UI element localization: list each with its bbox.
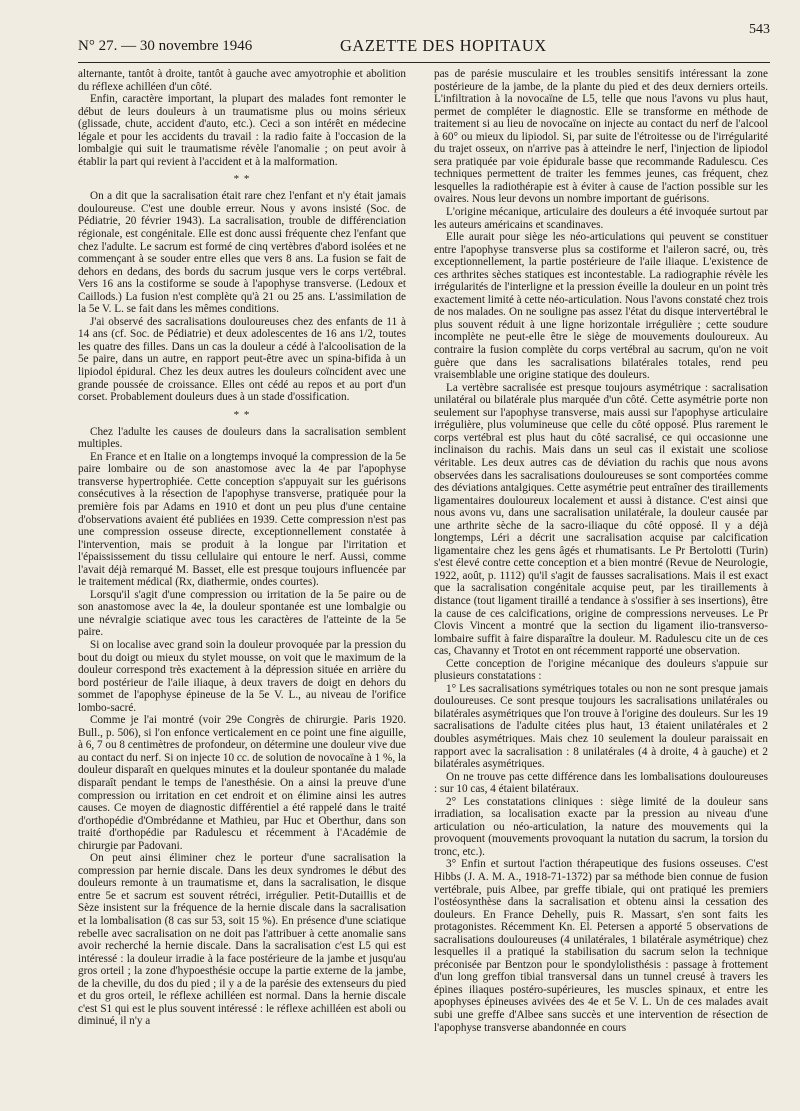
paragraph: L'origine mécanique, articulaire des douleurs a été invoquée surtout par les auteurs américains et scandinaves. <box>434 206 768 231</box>
paragraph: On peut ainsi éliminer chez le porteur d'une sacralisation la compression par hernie discale. Dans les deux syndromes le début des douleurs remonte à un traumatisme et, dans la sacralisation, le disque entre 5e et sacrum est souvent rétréci, irrégulier. Petit-Dutaillis et de Sèze insistent sur la fréquence de la hernie discale dans la sacralisation et la lombalisation (8 cas sur 53, soit 15 %). En présence d'une sciatique rebelle avec sacralisation on ne doit pas l'attribuer à cette anomalie sans avoir recherché la hernie discale. Dans la sacralisation c'est L5 qui est intéressé : la douleur irradie à la face postérieure de la jambe et jusqu'au gros orteil ; la zone d'hypoesthésie occupe la partie externe de la jambe, de la cheville, du dos du pied ; il y a de la parésie des extenseurs du pied et du gros orteil, le réflexe achilléen est normal. Dans la hernie discale c'est S1 qui est le plus souvent intéressé : le réflexe achilléen est aboli ou diminué, il n'y a <box>78 852 406 1028</box>
paragraph: 2° Les constatations cliniques : siège limité de la douleur sans irradiation, sa localisation exacte par la pression au niveau d'une articulation ou néo-articulation, la nature des mouvements qui la provoquent (mouvements provoquant la nutation du sacrum, la torsion du tronc, etc.). <box>434 795 768 858</box>
paragraph: Chez l'adulte les causes de douleurs dans la sacralisation semblent multiples. <box>78 425 406 451</box>
journal-title: GAZETTE DES HOPITAUX <box>340 36 547 55</box>
paragraph: On a dit que la sacralisation était rare chez l'enfant et n'y était jamais douloureuse. C'est une double erreur. Nous y avons insisté (Soc. de Pédiatrie, 20 février 1943). La sacralisation, trouble de différenciation régionale, est congénitale. Elle est donc aussi fréquente chez l'enfant que chez l'adulte. Le sacrum est formé de cinq vertèbres d'abord isolées et ne commençant à se souder entre elles que vers 8 ans. La fusion se fait de dehors en dedans, des bords du sacrum jusque vers le corps vertébral. Vers 16 ans la costiforme se soude à l'apophyse transverse. (Ledoux et Caillods.) La fusion n'est complète qu'à 21 ou 25 ans. L'assimilation de la 5e V. L. se fait dans les mêmes conditions. <box>78 190 406 316</box>
paragraph: Enfin, caractère important, la plupart des malades font remonter le début de leurs douleurs à un traumatisme plus ou moins sérieux (glissade, chute, accident d'auto, etc.). Ceci a son intérêt en médecine légale et pour les accidents du travail : la radio faite à l'occasion de la lombalgie qui suit le traumatisme révèle l'anomalie ; on peut avoir à établir la part qui revient à l'accident et à la malformation. <box>78 93 406 168</box>
paragraph: pas de parésie musculaire et les troubles sensitifs intéressant la zone postérieure de la jambe, de la plante du pied et des deux derniers orteils. L'infiltration à la novocaïne de L5, telle que nous l'avons vu plus haut, permet de compléter le diagnostic. Elle se transforme en méthode de traitement si au lieu de novocaïne on injecte au contact du nerf de l'alcool à 60° ou mieux du lipiodol. Si, par suite de l'étroitesse ou de l'irrégularité du trajet osseux, on n'arrive pas à atteindre le nerf, l'injection de lipiodol sera pratiquée par voie épidurale basse que recommande Radulescu. Ces techniques permettent de traiter les femmes jeunes, cas fréquent, chez lesquelles la radiothérapie est à éviter à cause de l'action possible sur les ovaires. Nous leur devons un nombre important de guérisons. <box>434 68 768 206</box>
paragraph: On ne trouve pas cette différence dans les lombalisations douloureuses : sur 10 cas, 4 étaient bilatéraux. <box>434 770 768 796</box>
left-column <box>78 68 406 1028</box>
paragraph: 1° Les sacralisations symétriques totales ou non ne sont presque jamais douloureuses. Ce sont presque toujours les sacralisations unilatérales ou bilatérales asymétriques que l'on trouve à l'origine des douleurs. Sur les 19 sacralisations de l'adulte citées plus haut, 13 étaient unilatérales et 2 doubles asymétriques. Mais chez 10 seulement la douleur paraissait en rapport avec la sacralisation : 8 unilatérales (4 à droite, 4 à gauche) et 2 bilatérales asymétriques. <box>434 682 768 771</box>
paragraph: alternante, tantôt à droite, tantôt à gauche avec amyotrophie et abolition du réflexe achilléen d'un côté. <box>78 68 406 93</box>
page-number: 543 <box>749 22 770 37</box>
paragraph: Elle aurait pour siège les néo-articulations qui peuvent se constituer entre l'apophyse transverse plus sa costiforme et l'aileron sacré, ou, très exceptionnellement, la partie postérieure de l'aile iliaque. L'existence de ces arthrites sèches statiques est incontestable. La radiographie révèle les irrégularités de l'interligne et la pression éveille la douleur en un point très exactement limité à cette néo-articulation. Nous l'avons constaté chez trois de nos malades. On ne souligne pas assez l'état du disque intervertébral le plus souvent réduit à une ligne horizontale irrégulière ; cette soudure incomplète ne peut-elle être le siège de mouvements douloureux. Au contraire la fusion complète du corps vertébral au sacrum, qu'on ne voit guère que dans les sacralisations bilatérales totales, rend peu vraisemblable une origine statique des douleurs. <box>434 231 768 382</box>
paragraph: Lorsqu'il s'agit d'une compression ou irritation de la 5e paire ou de son anastomose avec la 4e, la douleur spontanée est une lombalgie ou une névralgie sciatique avec tous les caractères de l'atteinte de la 5e paire. <box>78 588 406 639</box>
paragraph: J'ai observé des sacralisations douloureuses chez des enfants de 11 à 14 ans (cf. Soc. de Pédiatrie) et deux adolescentes de 16 ans 1/2, toutes les quatre des filles. Dans un cas la douleur a cédé à l'alcoolisation de la 5e paire, dans un autre, en rapport peut-être avec un spina-bifida à un lipiodol épidural. Chez les deux autres les douleurs coïncident avec une grande poussée de croissance. Elles ont cédé au repos et au port d'un corset. Probablement douleurs dues à un stade d'ossification. <box>78 315 406 404</box>
paragraph: Comme je l'ai montré (voir 29e Congrès de chirurgie. Paris 1920. Bull., p. 506), si l'on enfonce verticalement en ce point une fine aiguille, à 6, 7 ou 8 centimètres de profondeur, on détermine une douleur vive due au contact du nerf. Si on injecte 10 cc. de solution de novocaïne à 1 %, la douleur disparaît en quelques minutes et la douleur spontanée du malade disparaît pendant le temps de l'anesthésie. On a ainsi la preuve d'une compression ou irritation en cet endroit et on élimine ainsi les autres causes. Ce moyen de diagnostic différentiel a été rappelé dans le traité d'orthopédie d'Ombrédanne et Mathieu, par Huc et Oberthur, dans son traité d'orthopédie par Radulescu et récemment à l'Académie de chirurgie par Padovani. <box>78 714 406 852</box>
paragraph: Cette conception de l'origine mécanique des douleurs s'appuie sur plusieurs constatations : <box>434 657 768 683</box>
page-header <box>78 22 770 63</box>
paragraph: 3° Enfin et surtout l'action thérapeutique des fusions osseuses. C'est Hibbs (J. A. M. A., 1918-71-1372) par sa méthode bien connue de fusion vertébrale, puis Albee, par greffe tibiale, qui ont pratiqué les premiers l'ostéosynthèse dans la sacralisation et obtenu ainsi la cessation des douleurs. En France Dehelly, puis R. Massart, s'en sont faits les protagonistes. Récemment Kn. El. Petersen a apporté 5 observations de sacralisations douloureuses (4 unilatérales, 1 bilatérale asymétrique) chez lesquelles il a pratiqué la stabilisation du sacrum selon la technique préconisée par Bentzon pour le spondylolisthésis : passage à frottement d'un long greffon tibial transversal dans un tunnel creusé à travers les épines iliaques postéro-supérieures, les muscles spinaux, et entre les apophyses épineuses avivées des 4e et 5e V. L. Un de ces malades avait subi une greffe d'Albee sans succès et une intervention de résection de l'apophyse transverse abandonnée en cours <box>434 858 768 1034</box>
section-separator: * * <box>233 173 251 186</box>
paragraph: La vertèbre sacralisée est presque toujours asymétrique : sacralisation unilatéral ou bilatérale plus marquée d'un côté. Cette asymétrie porte non seulement sur l'apophyse transverse, mais aussi sur l'apophyse articulaire irrégulière, plus volumineuse que celle du côté opposé. Plus rarement le corps vertébral est plus haut du côté sacralisé, ce qui occasionne une inclinaison du rachis. Mais dans un seul cas il existait une scoliose véritable. Les deux autres cas de déviation du rachis que nous avons observées dans les sacralisations douloureuses se sont comportées comme des déviations antalgiques. Cette asymétrie peut entraîner des tiraillements ligamentaires douloureux localement et aussi à distance. C'est ainsi que nous avons vu, dans une sacralisation unilatérale, la douleur causée par une arthrite sèche de la sacro-iliaque du côté opposé. Il y a déjà longtemps, Léri a décrit une sacralisation acquise par calcification ligamentaire chez les gens âgés et rhumatisants. Le Pr Bertolotti (Turin) s'est élevé contre cette conception et a bien montré (Revue de Neurologie, 1922, août, p. 1112) qu'il s'agit de fausses sacralisations. Mais il est exact que la sacralisation congénitale acquise peut, par les tiraillements à distance (tout ligament tiraillé a tendance à s'ossifier à ses insertions), être la cause de ces calcifications, origine de compressions nerveuses. Le Pr Clovis Vincent a montré que la section du ligament ilio-transverso-lombaire suffit à faire disparaître la douleur. M. Radulescu cite un de ces cas, Chavanny et Trotot en ont récemment rapporté une observation. <box>434 381 768 658</box>
section-separator: * * <box>233 408 251 421</box>
right-column <box>434 68 768 1034</box>
paragraph: Si on localise avec grand soin la douleur provoquée par la pression du bout du doigt ou mieux du stylet mousse, on voit que le maximum de la douleur correspond très exactement à la dépression située en arrière du bord postérieur de l'aile iliaque, à deux travers de doigt en dehors du sommet de l'apophyse épineuse de la 5e V. L., au niveau de l'orifice lombo-sacré. <box>78 638 406 714</box>
paragraph: En France et en Italie on a longtemps invoqué la compression de la 5e paire lombaire ou de son anastomose avec la 4e par l'apophyse transverse hypertrophiée. Cette conception s'appuyait sur les guérisons consécutives à la résection de l'apophyse transverse, pratiquée pour la première fois par Adams en 1910 et dont un peu plus d'une centaine d'observations avaient été publiées en 1939. Cette compression n'est pas une compression osseuse directe, exceptionnellement constatée à l'intervention, mais se produit à la longue par l'irritation et l'épaississement du tissu cellulaire qui entoure le nerf. Aussi, comme l'avait déjà remarqué M. Basset, elle est presque toujours influencée par le traitement médical (Rx, diathermie, ondes courtes). <box>78 450 406 589</box>
issue-date: N° 27. — 30 novembre 1946 <box>78 38 253 54</box>
